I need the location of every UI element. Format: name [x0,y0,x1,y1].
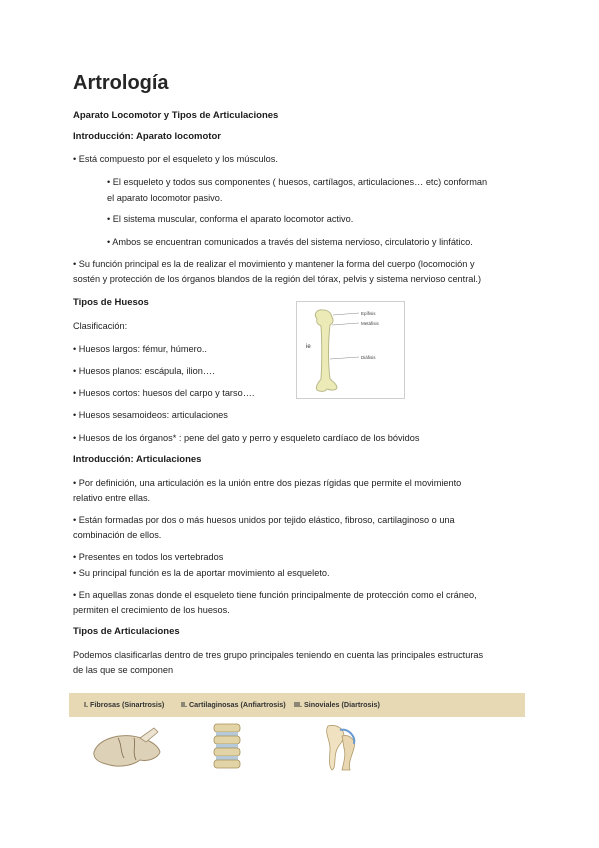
page-title: Artrología [73,72,169,94]
section-heading-articulaciones: Introducción: Articulaciones [73,454,202,465]
paragraph: • El esqueleto y todos sus componentes ( huesos, cartílagos, articulaciones… etc) conforman [107,177,488,187]
paragraph: Clasificación: [73,321,128,331]
section-heading-aparato-locomotor: Introducción: Aparato locomotor [73,131,221,142]
section-heading-tipos-articulaciones: Tipos de Articulaciones [73,626,180,637]
joint-type-sinoviales: III. Sinoviales (Diartrosis) [294,700,380,709]
figure-label: Diáfisis [361,355,376,360]
joint-type-cartilaginosas: II. Cartilaginosas (Anfiartrosis) [181,700,286,709]
joint-types-header [69,693,525,717]
femur-figure [296,301,405,399]
section-heading-tipos-huesos: Tipos de Huesos [73,297,149,308]
paragraph: permiten el crecimiento de los huesos. [73,605,230,615]
joint-type-fibrosas: I. Fibrosas (Sinartrosis) [84,700,165,709]
paragraph: • Está compuesto por el esqueleto y los músculos. [73,154,278,164]
femur-illustration [297,302,404,398]
paragraph: • En aquellas zonas donde el esqueleto tiene función principalmente de protección como el cráneo, [73,590,477,600]
list-item: • Huesos largos: fémur, húmero.. [73,344,207,354]
document-subtitle: Aparato Locomotor y Tipos de Articulaciones [73,110,279,121]
list-item: • Presentes en todos los vertebrados [73,552,224,562]
vertebrae-illustration [206,722,248,772]
list-item: • Su principal función es la de aportar movimiento al esqueleto. [73,568,330,578]
paragraph: • Están formadas por dos o más huesos unidos por tejido elástico, fibroso, cartilaginoso o una [73,515,455,525]
list-item: • Huesos cortos: huesos del carpo y tarso…. [73,388,255,398]
paragraph: • Ambos se encuentran comunicados a través del sistema nervioso, circulatorio y linfático. [107,237,473,247]
paragraph: el aparato locomotor pasivo. [107,193,223,203]
synovial-joint-illustration [322,722,362,772]
figure-label: Metáfisis [361,321,379,326]
paragraph: de las que se componen [73,665,174,675]
paragraph: combinación de ellos. [73,530,162,540]
figure-side-label: ie [306,344,311,350]
paragraph: • Su función principal es la de realizar el movimiento y mantener la forma del cuerpo (locomoción y [73,259,475,269]
paragraph: sostén y protección de los órganos blandos de la región del tórax, pelvis y sistema nervioso central.) [73,274,482,284]
paragraph: relativo entre ellas. [73,493,151,503]
paragraph: • El sistema muscular, conforma el aparato locomotor activo. [107,214,354,224]
paragraph: Podemos clasificarlas dentro de tres grupo principales teniendo en cuenta las principales estructuras [73,650,484,660]
list-item: • Huesos sesamoideos: articulaciones [73,410,228,420]
figure-label: Epífisis [361,311,376,316]
skull-sutures-illustration [88,722,168,772]
paragraph: • Por definición, una articulación es la unión entre dos piezas rígidas que permite el movimiento [73,478,462,488]
list-item: • Huesos planos: escápula, ilion…. [73,366,215,376]
list-item: • Huesos de los órganos* : pene del gato y perro y esqueleto cardíaco de los bóvidos [73,433,420,443]
